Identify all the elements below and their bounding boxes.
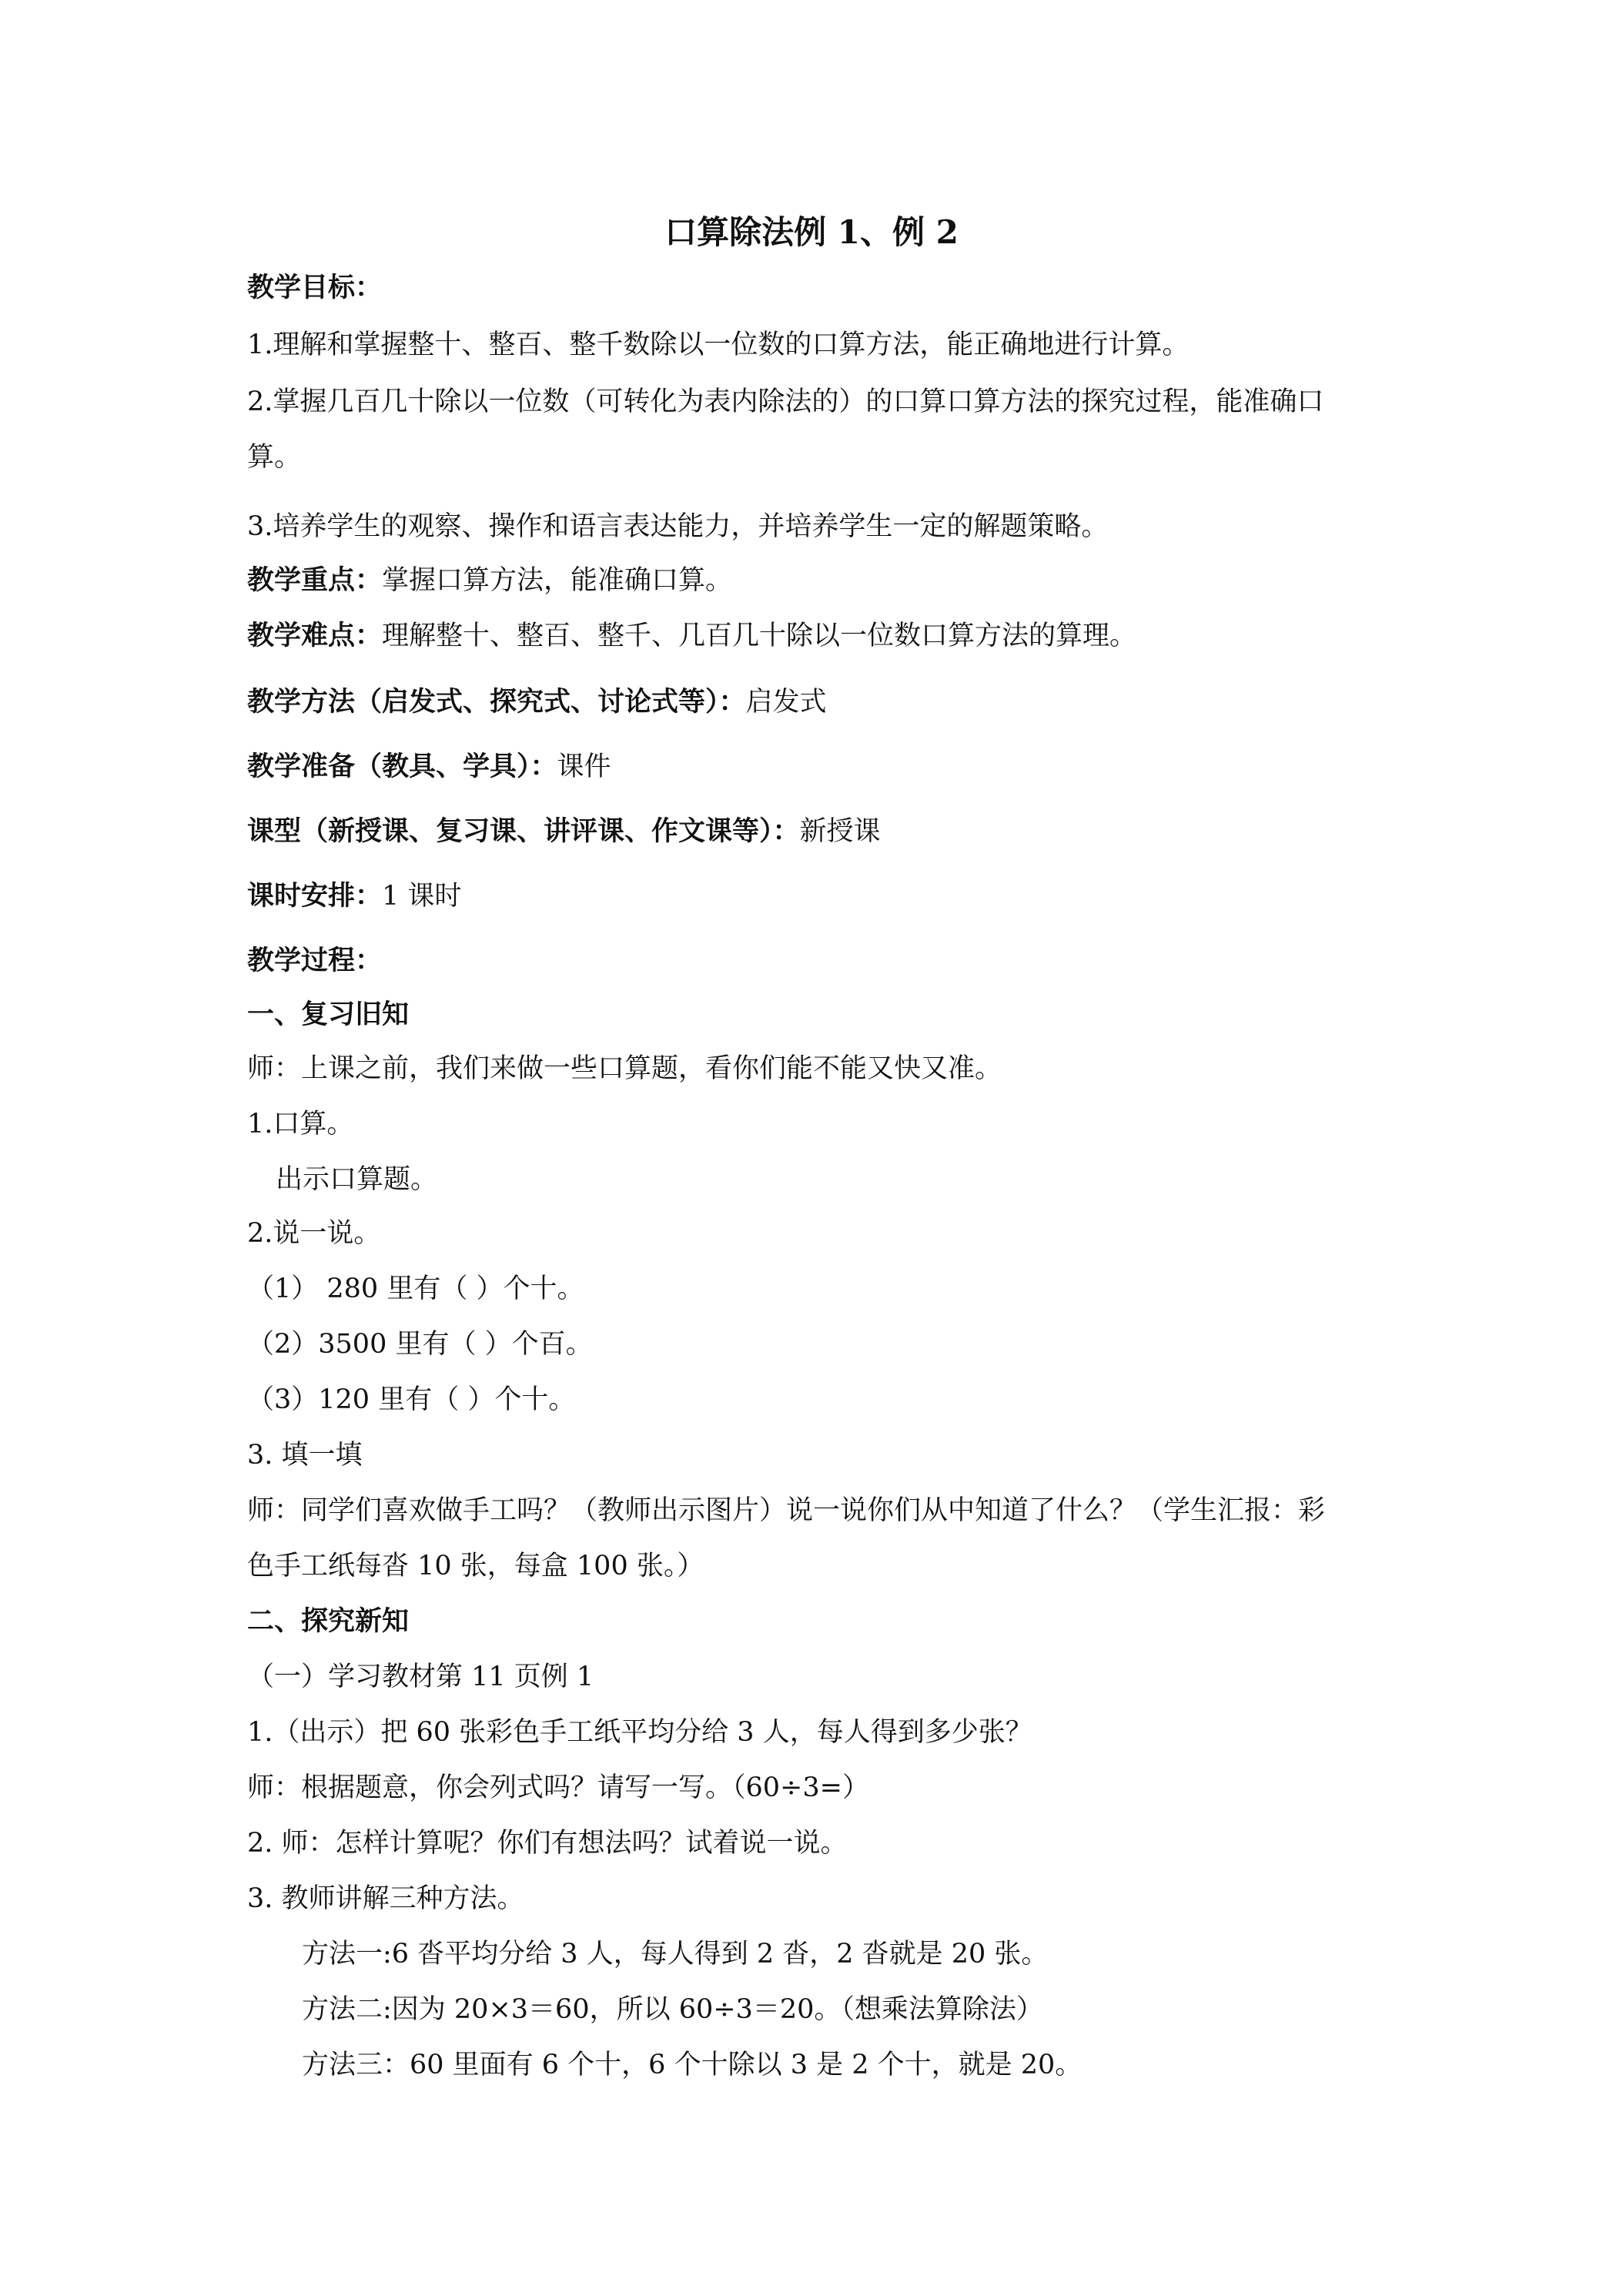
page-title: 口算除法例 1、例 2	[664, 213, 959, 251]
lesson-type-value: 新授课	[799, 816, 881, 847]
difficulties-label: 教学难点：	[247, 620, 383, 651]
section-1-line: （2）3500 里有（ ）个百。	[247, 1329, 593, 1360]
section-2-method: 方法一:6 沓平均分给 3 人，每人得到 2 沓，2 沓就是 20 张。	[302, 1939, 1049, 1970]
section-1-line: 出示口算题。	[276, 1164, 438, 1195]
section-2-line: 2. 师：怎样计算呢？你们有想法吗？试着说一说。	[247, 1828, 848, 1859]
section-2-line: 3. 教师讲解三种方法。	[247, 1883, 524, 1914]
section-2-line: 师：根据题意，你会列式吗？请写一写。（60÷3=）	[247, 1772, 869, 1803]
method-value: 启发式	[745, 687, 827, 718]
method	[247, 685, 827, 719]
section-2-line: 1.（出示）把 60 张彩色手工纸平均分给 3 人，每人得到多少张？	[247, 1717, 1032, 1748]
key-points	[247, 564, 732, 597]
process-heading: 教学过程：	[247, 945, 383, 976]
preparation-label: 教学准备（教具、学具）：	[247, 751, 557, 782]
section-1-line: 2.说一说。	[247, 1218, 381, 1249]
lesson-type-label: 课型（新授课、复习课、讲评课、作文课等）：	[247, 815, 800, 847]
section-1-line: （1） 280 里有（ ）个十。	[247, 1274, 584, 1304]
schedule-label: 课时安排：	[247, 880, 383, 912]
schedule	[247, 879, 461, 913]
section-1-line: 师：上课之前，我们来做一些口算题，看你们能不能又快又准。	[247, 1053, 1002, 1084]
section-2-heading: 二、探究新知	[247, 1605, 410, 1637]
key-points-value: 掌握口算方法，能准确口算。	[382, 565, 733, 596]
preparation	[247, 750, 611, 784]
section-1-line: 色手工纸每沓 10 张，每盒 100 张。）	[247, 1551, 704, 1581]
section-1-line: 师：同学们喜欢做手工吗？（教师出示图片）说一说你们从中知道了什么？（学生汇报：彩	[247, 1495, 1326, 1526]
method-label: 教学方法（启发式、探究式、讨论式等）：	[247, 686, 746, 718]
section-1-heading: 一、复习旧知	[247, 999, 410, 1030]
objective-2-cont: 算。	[247, 442, 302, 473]
schedule-value: 1 课时	[382, 881, 462, 912]
section-2-line: （一）学习教材第 11 页例 1	[247, 1662, 594, 1692]
section-2-method: 方法三：60 里面有 6 个十，6 个十除以 3 是 2 个十，就是 20。	[302, 2050, 1083, 2080]
objective-3: 3.培养学生的观察、操作和语言表达能力，并培养学生一定的解题策略。	[247, 511, 1109, 542]
difficulties	[247, 619, 1136, 653]
section-1-line: （3）120 里有（ ）个十。	[247, 1384, 576, 1415]
section-2-method: 方法二:因为 20×3＝60，所以 60÷3＝20。（想乘法算除法）	[302, 1994, 1043, 2025]
difficulties-value: 理解整十、整百、整千、几百几十除以一位数口算方法的算理。	[382, 621, 1137, 651]
section-1-line: 3. 填一填	[247, 1440, 363, 1471]
objectives-heading: 教学目标：	[247, 272, 383, 303]
objective-1: 1.理解和掌握整十、整百、整千数除以一位数的口算方法，能正确地进行计算。	[247, 330, 1190, 360]
section-1-line: 1.口算。	[247, 1109, 354, 1140]
objective-2: 2.掌握几百几十除以一位数（可转化为表内除法的）的口算口算方法的探究过程，能准确口	[247, 387, 1324, 417]
lesson-type	[247, 815, 881, 848]
key-points-label: 教学重点：	[247, 564, 383, 596]
preparation-value: 课件	[557, 751, 611, 782]
